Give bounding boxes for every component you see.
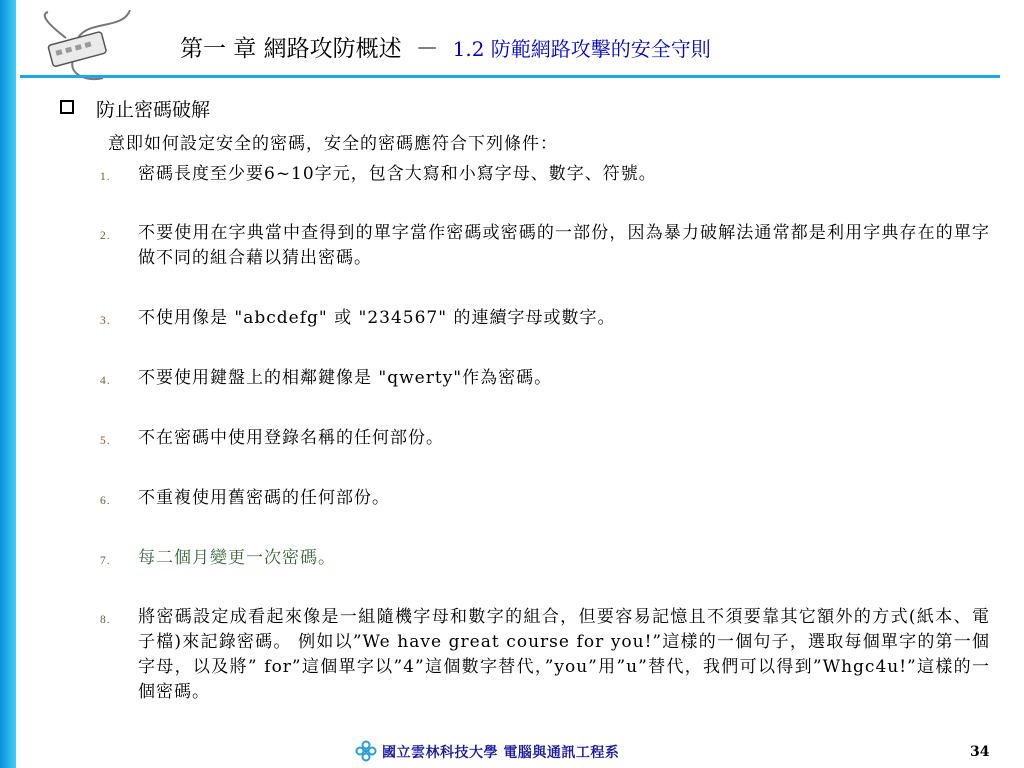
list-item bbox=[100, 162, 990, 187]
list-item bbox=[100, 366, 990, 391]
list-number: 3. bbox=[100, 315, 111, 327]
section-subtitle: 1.2 防範網路攻擊的安全守則 bbox=[452, 37, 711, 61]
chapter-title: 第一 章 網路攻防概述 bbox=[180, 36, 402, 62]
list-number: 4. bbox=[100, 375, 111, 387]
list-number: 2. bbox=[100, 230, 111, 242]
list-item-text: 不重複使用舊密碼的任何部份。 bbox=[138, 488, 390, 508]
title-dash: － bbox=[415, 36, 439, 62]
list-item bbox=[100, 605, 990, 705]
list-item-text: 不要使用鍵盤上的相鄰鍵像是 "qwerty"作為密碼。 bbox=[138, 368, 553, 388]
school-logo-icon bbox=[355, 740, 377, 762]
list-item bbox=[100, 306, 990, 331]
list-item bbox=[100, 221, 990, 271]
page-number: 34 bbox=[970, 744, 990, 760]
list-number: 5. bbox=[100, 435, 111, 447]
list-item-text: 不使用像是 "abcdefg" 或 "234567" 的連續字母或數字。 bbox=[138, 308, 616, 328]
list-item bbox=[100, 426, 990, 451]
list-number: 7. bbox=[100, 555, 111, 567]
list-number: 8. bbox=[100, 614, 111, 626]
square-bullet-icon bbox=[60, 100, 74, 114]
list-number: 6. bbox=[100, 495, 111, 507]
list-number: 1. bbox=[100, 171, 111, 183]
section-heading-text: 防止密碼破解 bbox=[96, 99, 211, 121]
list-item-text: 不在密碼中使用登錄名稱的任何部份。 bbox=[138, 428, 444, 448]
footer-school-name: 國立雲林科技大學 電腦與通訊工程系 bbox=[382, 745, 620, 761]
list-item bbox=[100, 486, 990, 511]
slide-title bbox=[180, 30, 711, 63]
section-heading bbox=[60, 95, 210, 122]
list-item-text: 每二個月變更一次密碼。 bbox=[138, 548, 336, 568]
intro-text: 意即如何設定安全的密碼，安全的密碼應符合下列條件： bbox=[108, 134, 558, 154]
list-item-text: 密碼長度至少要6~10字元，包含大寫和小寫字母、數字、符號。 bbox=[138, 164, 657, 184]
list-item bbox=[100, 546, 990, 571]
list-item-text: 不要使用在字典當中查得到的單字當作密碼或密碼的一部份，因為暴力破解法通常都是利用字典存在的單字做不同的組合藉以猜出密碼。 bbox=[138, 223, 990, 268]
list-item-text: 將密碼設定成看起來像是一組隨機字母和數字的組合，但要容易記憶且不須要靠其它額外的方式(紙本、電子檔)來記錄密碼。 例如以”We have great course for you!”這樣的一個句子，選取每個單字的第一個字母，以及將” for”這個單字以”4”這個數字替代，”you”用”u”替代，我們可以得到”Whgc4u!”這樣的一個密碼。 bbox=[138, 607, 990, 702]
network-router-icon bbox=[28, 10, 138, 85]
left-accent-bar bbox=[0, 0, 16, 768]
header-divider bbox=[20, 75, 1000, 78]
